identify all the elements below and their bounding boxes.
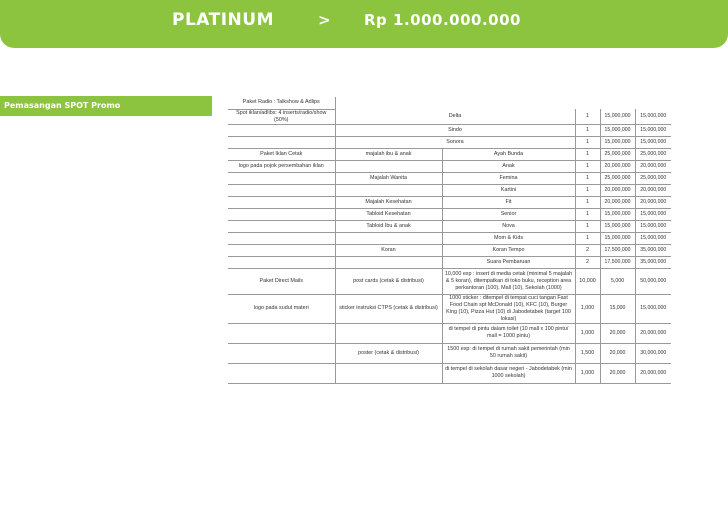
qty-cell: 1,000 bbox=[575, 363, 600, 383]
table-row bbox=[228, 256, 671, 268]
detail-cell: Senior bbox=[442, 208, 575, 220]
qty-cell: 2 bbox=[575, 256, 600, 268]
table-row bbox=[228, 172, 671, 184]
table-row bbox=[228, 268, 671, 294]
package-cell bbox=[228, 184, 335, 196]
detail-cell: Nova bbox=[442, 220, 575, 232]
qty-cell: 10,000 bbox=[575, 268, 600, 294]
table-row bbox=[228, 208, 671, 220]
qty-cell: 1 bbox=[575, 136, 600, 148]
unit-price-cell: 20,000 bbox=[600, 363, 635, 383]
package-cell bbox=[228, 220, 335, 232]
package-cell: Paket Direct Mails bbox=[228, 268, 335, 294]
package-cell: logo pada pojok persembahan iklan bbox=[228, 160, 335, 172]
detail-cell: 1500 exp: di tempel di rumah sakit pemerintah (min 50 rumah sakit) bbox=[442, 343, 575, 363]
package-cell bbox=[228, 124, 335, 136]
package-cell: Spot iklan/adlibs: 4 inserts/radio/show (50%) bbox=[228, 109, 335, 124]
total-cell: 15,000,000 bbox=[635, 124, 671, 136]
total-cell: 15,000,000 bbox=[635, 208, 671, 220]
unit-price-cell: 17,500,000 bbox=[600, 256, 635, 268]
unit-price-cell: 17,500,000 bbox=[600, 244, 635, 256]
unit-price-cell: 15,000,000 bbox=[600, 232, 635, 244]
qty-cell: 1,000 bbox=[575, 323, 600, 343]
section-label: Pemasangan SPOT Promo bbox=[0, 96, 212, 116]
total-cell: 15,000,000 bbox=[635, 109, 671, 124]
table-row bbox=[228, 160, 671, 172]
table-row bbox=[228, 323, 671, 343]
unit-price-cell: 15,000,000 bbox=[600, 208, 635, 220]
qty-cell: 1 bbox=[575, 124, 600, 136]
qty-cell: 1,500 bbox=[575, 343, 600, 363]
total-cell: 20,000,000 bbox=[635, 196, 671, 208]
package-cell bbox=[228, 208, 335, 220]
table-row bbox=[228, 363, 671, 383]
header-bar bbox=[0, 0, 728, 48]
package-cell bbox=[228, 256, 335, 268]
unit-price-cell: 20,000,000 bbox=[600, 196, 635, 208]
total-cell: 15,000,000 bbox=[635, 294, 671, 323]
table-row bbox=[228, 196, 671, 208]
media-cell: Sindo bbox=[335, 124, 575, 136]
total-cell bbox=[635, 97, 671, 109]
unit-price-cell: 25,000,000 bbox=[600, 148, 635, 160]
table-row bbox=[228, 148, 671, 160]
total-cell: 20,000,000 bbox=[635, 160, 671, 172]
unit-price-cell: 15,000,000 bbox=[600, 220, 635, 232]
detail-cell: 1000 sticker : ditempel di tempat cuci tangan Fast Food Chain spt McDonald (10), KFC (10), Burger King (10), Pizza Hut (10) di Jabodetabek (target 100 lokasi) bbox=[442, 294, 575, 323]
media-cell bbox=[335, 160, 442, 172]
detail-cell bbox=[442, 97, 575, 109]
total-cell: 20,000,000 bbox=[635, 323, 671, 343]
table-row bbox=[228, 220, 671, 232]
table-row bbox=[228, 136, 671, 148]
media-cell: poster (cetak & distribusi) bbox=[335, 343, 442, 363]
total-cell: 50,000,000 bbox=[635, 268, 671, 294]
qty-cell: 1 bbox=[575, 184, 600, 196]
package-cell bbox=[228, 196, 335, 208]
total-cell: 15,000,000 bbox=[635, 232, 671, 244]
package-cell bbox=[228, 172, 335, 184]
qty-cell: 1 bbox=[575, 208, 600, 220]
table-row bbox=[228, 109, 671, 124]
detail-cell: Fit bbox=[442, 196, 575, 208]
detail-cell: Mom & Kids bbox=[442, 232, 575, 244]
total-cell: 35,000,000 bbox=[635, 256, 671, 268]
arrow-separator: > bbox=[318, 11, 332, 29]
total-cell: 20,000,000 bbox=[635, 184, 671, 196]
media-cell: sticker instruksi CTPS (cetak & distribusi) bbox=[335, 294, 442, 323]
detail-cell: Anak bbox=[442, 160, 575, 172]
qty-cell: 1 bbox=[575, 172, 600, 184]
total-cell: 25,000,000 bbox=[635, 172, 671, 184]
media-cell bbox=[335, 323, 442, 343]
total-cell: 20,000,000 bbox=[635, 363, 671, 383]
qty-cell bbox=[575, 97, 600, 109]
unit-price-cell bbox=[600, 97, 635, 109]
media-cell bbox=[335, 97, 442, 109]
table-row bbox=[228, 244, 671, 256]
unit-price-cell: 15,000,000 bbox=[600, 109, 635, 124]
qty-cell: 1 bbox=[575, 148, 600, 160]
table-row bbox=[228, 184, 671, 196]
package-cell bbox=[228, 323, 335, 343]
package-price: Rp 1.000.000.000 bbox=[364, 11, 521, 29]
unit-price-cell: 15,000,000 bbox=[600, 136, 635, 148]
unit-price-cell: 20,000 bbox=[600, 323, 635, 343]
total-cell: 15,000,000 bbox=[635, 136, 671, 148]
qty-cell: 1 bbox=[575, 196, 600, 208]
unit-price-cell: 5,000 bbox=[600, 268, 635, 294]
media-cell bbox=[335, 184, 442, 196]
package-cell bbox=[228, 232, 335, 244]
media-cell bbox=[335, 363, 442, 383]
package-cell bbox=[228, 244, 335, 256]
total-cell: 30,000,000 bbox=[635, 343, 671, 363]
unit-price-cell: 20,000 bbox=[600, 343, 635, 363]
package-title: PLATINUM bbox=[172, 10, 274, 30]
detail-cell: 10,000 exp : insert di media cetak (minimal 5 majalah & 5 koran), ditempatkan di toko buku, reception area perkantoran (100), Mall (10), Sekolah (1000) bbox=[442, 268, 575, 294]
table-row bbox=[228, 343, 671, 363]
qty-cell: 1 bbox=[575, 232, 600, 244]
detail-cell: Ayah Bunda bbox=[442, 148, 575, 160]
package-cell bbox=[228, 343, 335, 363]
detail-cell: Femina bbox=[442, 172, 575, 184]
media-cell bbox=[335, 256, 442, 268]
package-cell: logo pada sudut materi bbox=[228, 294, 335, 323]
media-cell bbox=[335, 232, 442, 244]
media-cell: Tabloid Kesehatan bbox=[335, 208, 442, 220]
table-row bbox=[228, 124, 671, 136]
total-cell: 25,000,000 bbox=[635, 148, 671, 160]
unit-price-cell: 15,000 bbox=[600, 294, 635, 323]
unit-price-cell: 25,000,000 bbox=[600, 172, 635, 184]
table-row bbox=[228, 232, 671, 244]
detail-cell: Koran Tempo bbox=[442, 244, 575, 256]
qty-cell: 1,000 bbox=[575, 294, 600, 323]
package-cell bbox=[228, 136, 335, 148]
detail-cell: Suara Pembaruan bbox=[442, 256, 575, 268]
detail-cell: di tempel di sekolah dasar negeri - Jabodetabek (min 1000 sekolah) bbox=[442, 363, 575, 383]
media-cell: Majalah Wanita bbox=[335, 172, 442, 184]
media-cell: majalah ibu & anak bbox=[335, 148, 442, 160]
qty-cell: 1 bbox=[575, 160, 600, 172]
total-cell: 35,000,000 bbox=[635, 244, 671, 256]
package-cell: Paket Iklan Cetak bbox=[228, 148, 335, 160]
media-cell: Majalah Kesehatan bbox=[335, 196, 442, 208]
unit-price-cell: 15,000,000 bbox=[600, 124, 635, 136]
unit-price-cell: 20,000,000 bbox=[600, 184, 635, 196]
media-cell: post cards (cetak & distribusi) bbox=[335, 268, 442, 294]
media-cell: Koran bbox=[335, 244, 442, 256]
detail-cell: Kartini bbox=[442, 184, 575, 196]
package-cell: Paket Radio : Talkshow & Adlips bbox=[228, 97, 335, 109]
promo-spot-table bbox=[228, 97, 671, 384]
table-row bbox=[228, 294, 671, 323]
qty-cell: 2 bbox=[575, 244, 600, 256]
total-cell: 15,000,000 bbox=[635, 220, 671, 232]
qty-cell: 1 bbox=[575, 109, 600, 124]
media-cell: Tabloid Ibu & anak bbox=[335, 220, 442, 232]
qty-cell: 1 bbox=[575, 220, 600, 232]
unit-price-cell: 20,000,000 bbox=[600, 160, 635, 172]
media-cell: Delta bbox=[335, 109, 575, 124]
table-row bbox=[228, 97, 671, 109]
package-cell bbox=[228, 363, 335, 383]
media-cell: Sonora bbox=[335, 136, 575, 148]
detail-cell: di tempel di pintu dalam toilet (10 mall x 100 pintu/ mall = 1000 pintu) bbox=[442, 323, 575, 343]
